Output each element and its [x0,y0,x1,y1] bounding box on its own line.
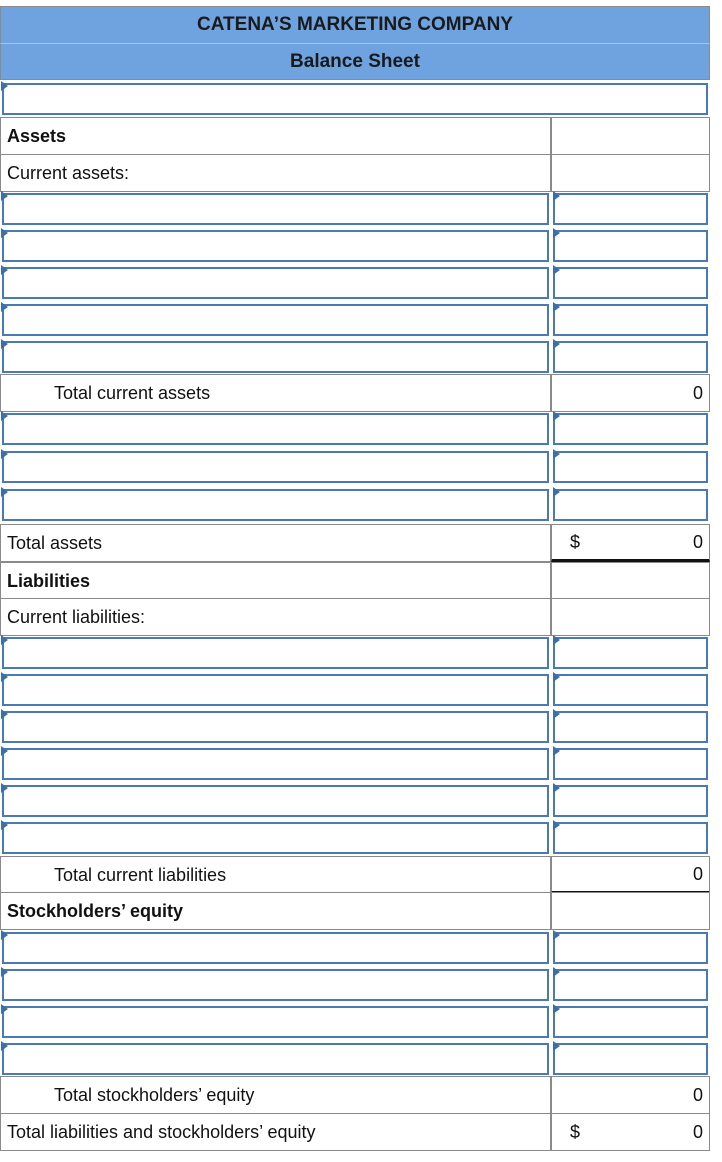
account-select[interactable] [2,1006,549,1038]
dropdown-marker-icon [553,191,560,201]
account-select[interactable] [2,341,549,373]
account-select[interactable] [2,822,549,854]
account-select[interactable] [2,413,549,445]
current-liabilities-heading-row [0,598,712,636]
total-liabilities-equity-value [551,1113,710,1151]
dropdown-marker-icon [553,635,560,645]
current-liability-row [0,671,712,709]
assets-heading-row [0,117,712,155]
dropdown-marker-icon [553,265,560,275]
current-liability-row [0,782,712,820]
dropdown-marker-icon [553,1041,560,1051]
dropdown-marker-icon [553,672,560,682]
total-current-liabilities-row [0,856,712,894]
total-equity-value: 0 [551,1076,710,1114]
total-current-assets-value: 0 [551,374,710,412]
currency-symbol: $ [570,531,581,552]
amount-input[interactable] [553,822,708,854]
total-liabilities-equity-row [0,1113,712,1151]
total-liabilities-equity-label: Total liabilities and stockholders’ equity [0,1113,551,1151]
dropdown-marker-icon [1,820,8,830]
company-name: CATENA’S MARKETING COMPANY [0,6,710,44]
account-select[interactable] [2,932,549,964]
account-select[interactable] [2,711,549,743]
dropdown-marker-icon [553,302,560,312]
period-select[interactable] [2,83,708,115]
dropdown-marker-icon [1,339,8,349]
account-select[interactable] [2,193,549,225]
dropdown-marker-icon [553,411,560,421]
amount-input[interactable] [553,451,708,483]
dropdown-marker-icon [553,820,560,830]
dropdown-marker-icon [1,411,8,421]
current-liability-row [0,819,712,857]
empty-value-cell [551,154,710,192]
total-liabilities-equity-amount: 0 [692,1121,703,1142]
amount-input[interactable] [553,637,708,669]
dropdown-marker-icon [553,449,560,459]
liabilities-heading-row [0,562,712,600]
equity-heading-row [0,892,712,930]
total-assets-label: Total assets [0,524,551,562]
dropdown-marker-icon [553,339,560,349]
assets-heading: Assets [0,117,551,155]
amount-input[interactable] [553,674,708,706]
dropdown-marker-icon [1,635,8,645]
total-current-assets-label: Total current assets [0,374,551,412]
total-assets-amount: 0 [692,531,703,552]
empty-value-cell [551,117,710,155]
current-assets-heading: Current assets: [0,154,551,192]
account-select[interactable] [2,674,549,706]
current-asset-row [0,338,712,376]
noncurrent-asset-row [0,410,712,448]
current-liabilities-heading: Current liabilities: [0,598,551,636]
dropdown-marker-icon [1,487,8,497]
empty-value-cell [551,598,710,636]
dropdown-marker-icon [1,930,8,940]
amount-input[interactable] [553,711,708,743]
account-select[interactable] [2,451,549,483]
account-select[interactable] [2,1043,549,1075]
total-equity-row [0,1076,712,1114]
amount-input[interactable] [553,748,708,780]
total-equity-label: Total stockholders’ equity [0,1076,551,1114]
equity-heading: Stockholders’ equity [0,892,551,930]
dropdown-marker-icon [553,1004,560,1014]
equity-row [0,1003,712,1041]
amount-input[interactable] [553,413,708,445]
current-liability-row [0,634,712,672]
dropdown-marker-icon [1,746,8,756]
current-asset-row [0,190,712,228]
statement-title: Balance Sheet [0,44,710,80]
dropdown-marker-icon [1,709,8,719]
amount-input[interactable] [553,304,708,336]
liabilities-heading: Liabilities [0,562,551,600]
amount-input[interactable] [553,1006,708,1038]
account-select[interactable] [2,267,549,299]
dropdown-marker-icon [553,746,560,756]
dropdown-marker-icon [1,449,8,459]
total-current-liabilities-label: Total current liabilities [0,856,551,894]
total-assets-value [551,524,710,562]
current-liability-row [0,708,712,746]
account-select[interactable] [2,969,549,1001]
amount-input[interactable] [553,969,708,1001]
amount-input[interactable] [553,267,708,299]
dropdown-marker-icon [1,1004,8,1014]
dropdown-marker-icon [553,228,560,238]
dropdown-marker-icon [553,487,560,497]
dropdown-marker-icon [1,191,8,201]
dropdown-marker-icon [553,930,560,940]
account-select[interactable] [2,748,549,780]
total-current-assets-row [0,374,712,412]
account-select[interactable] [2,489,549,521]
currency-symbol: $ [570,1121,581,1142]
current-liability-row [0,745,712,783]
equity-row [0,1040,712,1078]
amount-input[interactable] [553,489,708,521]
amount-input[interactable] [553,341,708,373]
current-asset-row [0,227,712,265]
dropdown-marker-icon [1,1041,8,1051]
account-select[interactable] [2,637,549,669]
amount-input[interactable] [553,1043,708,1075]
total-current-liabilities-value: 0 [551,856,710,894]
account-select[interactable] [2,785,549,817]
amount-input[interactable] [553,230,708,262]
dropdown-marker-icon [1,228,8,238]
amount-input[interactable] [553,785,708,817]
amount-input[interactable] [553,932,708,964]
dropdown-marker-icon [553,967,560,977]
account-select[interactable] [2,230,549,262]
dropdown-marker-icon [1,967,8,977]
noncurrent-asset-row [0,486,712,524]
dropdown-marker-icon [553,783,560,793]
total-assets-row [0,524,712,562]
equity-row [0,929,712,967]
current-asset-row [0,301,712,339]
equity-row [0,966,712,1004]
dropdown-marker-icon [1,81,8,91]
dropdown-marker-icon [1,783,8,793]
amount-input[interactable] [553,193,708,225]
dropdown-marker-icon [1,672,8,682]
dropdown-marker-icon [553,709,560,719]
dropdown-marker-icon [1,265,8,275]
current-asset-row [0,264,712,302]
dropdown-marker-icon [1,302,8,312]
empty-value-cell [551,562,710,600]
noncurrent-asset-row [0,448,712,486]
account-select[interactable] [2,304,549,336]
empty-value-cell [551,892,710,930]
period-row [0,80,712,118]
current-assets-heading-row [0,154,712,192]
